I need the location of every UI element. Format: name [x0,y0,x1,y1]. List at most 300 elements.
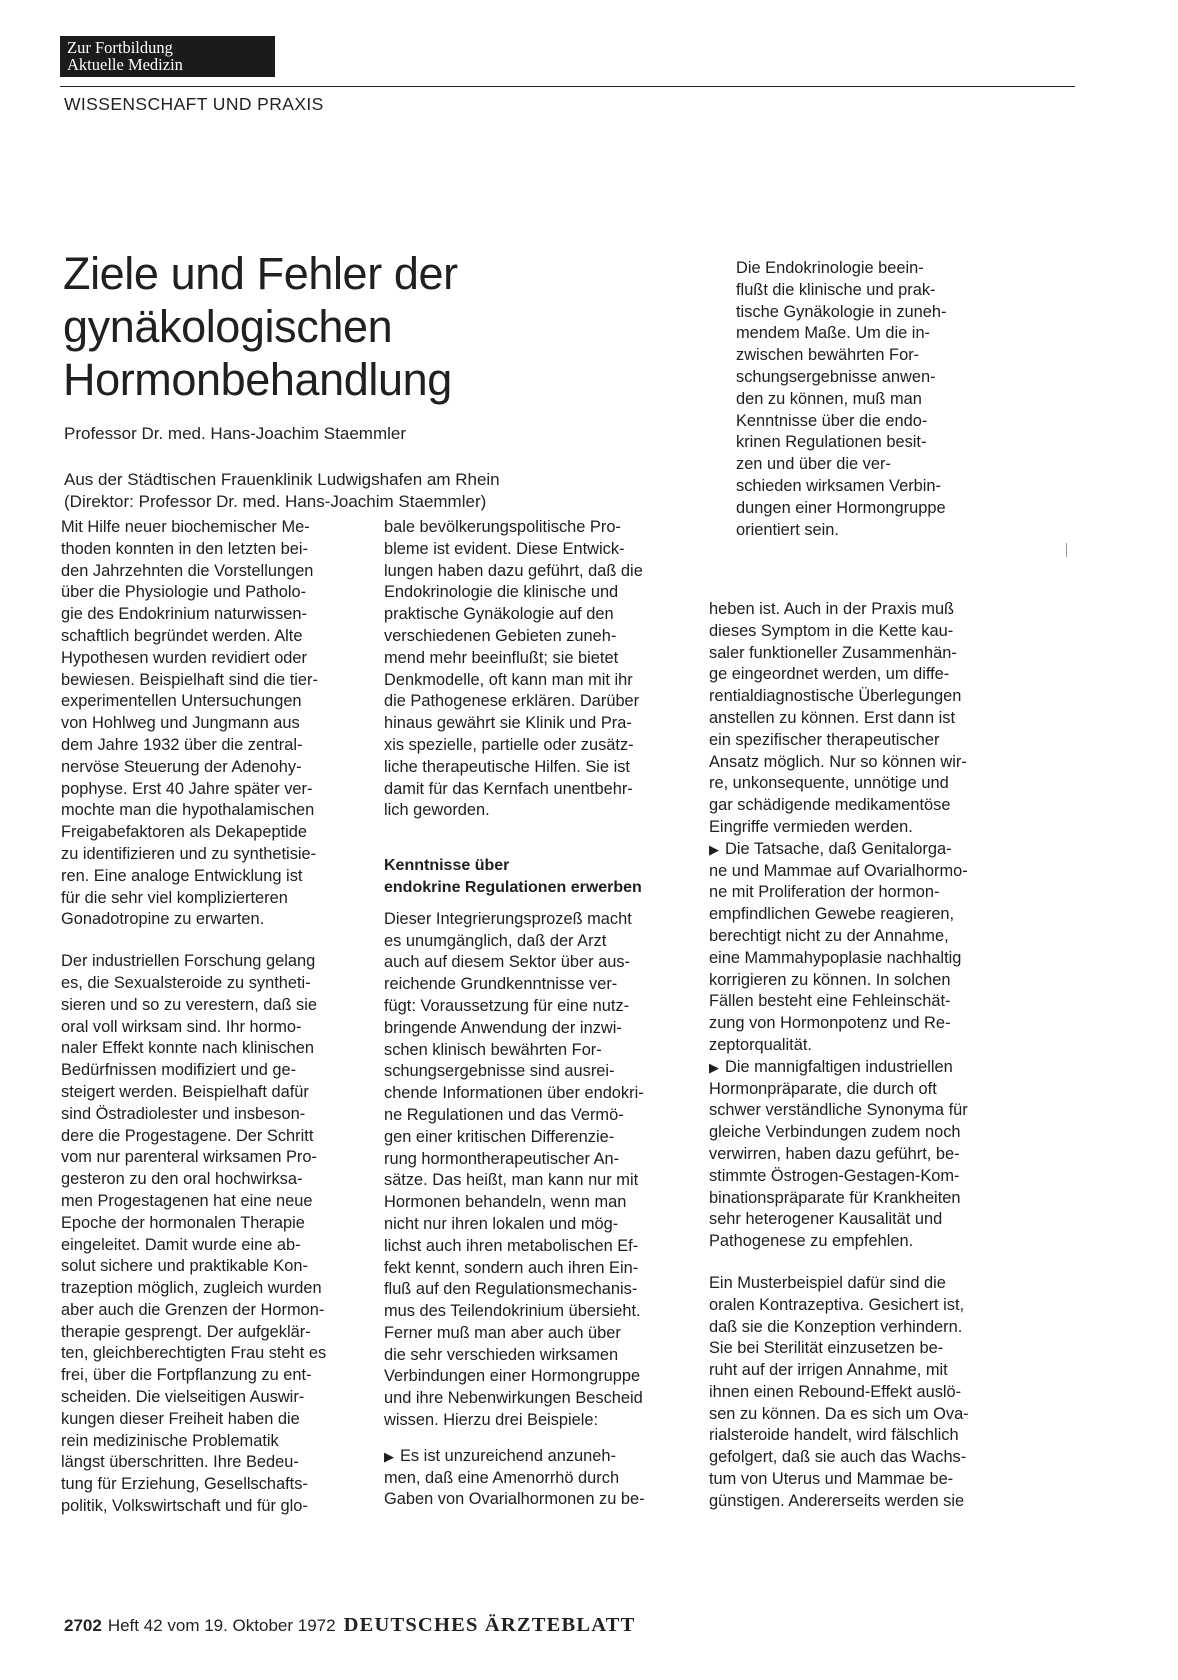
column-2 [384,517,645,1511]
column-1 [61,517,326,1518]
line-text: men, daß eine Amenorrhö durch [384,1468,620,1487]
line-text: steigert werden. Beispielhaft dafür [61,1082,309,1101]
body-line [384,713,645,735]
body-line [61,517,326,539]
body-line [384,1410,645,1432]
journal-name: DEUTSCHES ÄRZTEBLATT [343,1614,636,1636]
line-text: ruht auf der irrigen Annahme, mit [709,1361,948,1380]
body-line [61,779,326,801]
body-line [709,1188,969,1210]
line-text: anstellen zu können. Erst dann ist [709,708,956,727]
line-text: eingeleitet. Damit wurde eine ab- [61,1235,301,1254]
body-line [61,951,326,973]
abstract-line [736,302,946,324]
line-text: mendem Maße. Um die in- [736,324,931,343]
body-line [384,1323,645,1345]
line-text: ein spezifischer therapeutischer [709,730,940,749]
line-text: daß sie die Konzeption verhindern. [709,1317,963,1336]
line-text: lichst auch ihren metabolischen Ef- [384,1236,639,1255]
body-line [61,1235,326,1257]
line-text: rentialdiagnostische Überlegungen [709,687,962,706]
line-text: sind Östradiolester und insbeson- [61,1104,306,1123]
line-text: schwer verständliche Synonyma für [709,1101,968,1120]
line-text: politik, Volkswirtschaft und für glo- [61,1497,308,1516]
abstract-line [736,432,946,454]
line-text: rung hormontherapeutischer An- [384,1149,620,1168]
line-text: die sehr verschieden wirksamen [384,1345,619,1364]
line-text: schungsergebnisse anwen- [736,367,936,386]
body-line [384,1214,645,1236]
line-text: stimmte Östrogen-Gestagen-Kom- [709,1166,960,1185]
body-line [61,1256,326,1278]
paragraph-gap [384,822,645,855]
line-text: Die mannigfaltigen industriellen [725,1057,953,1076]
line-text: für die sehr viel komplizierteren [61,888,288,907]
body-line [709,839,969,861]
body-line [384,800,645,822]
body-line [61,539,326,561]
body-line [709,817,969,839]
line-text: Die Tatsache, daß Genitalorga- [725,839,952,858]
body-line [709,621,969,643]
body-line [709,991,969,1013]
bullet-triangle-icon: ▶ [384,1448,394,1464]
body-line [709,795,969,817]
abstract-line [736,498,946,520]
line-text: Pathogenese zu empfehlen. [709,1232,914,1251]
body-line [61,1300,326,1322]
line-text: mus des Teilendokrinium übersieht. [384,1302,641,1321]
body-line [384,648,645,670]
line-text: Ein Musterbeispiel dafür sind die [709,1273,946,1292]
body-line [709,882,969,904]
line-text: bringende Anwendung der inzwi- [384,1018,622,1037]
line-text: mend mehr beeinflußt; sie bietet [384,648,619,667]
line-text: lich geworden. [384,801,490,820]
line-text: re, unkonsequente, unnötige und [709,774,949,793]
line-text: mochte man die hypothalamischen [61,801,315,820]
abstract [736,258,946,541]
line-text: pophyse. Erst 40 Jahre später ver- [61,779,313,798]
body-line [709,730,969,752]
line-text: lungen haben dazu geführt, daß die [384,561,643,580]
line-text: endokrine Regulationen erwerben [384,878,642,896]
body-line [709,752,969,774]
body-line [384,1127,645,1149]
paragraph-gap [61,931,326,951]
body-line [709,643,969,665]
line-text: verschiedenen Gebieten zuneh- [384,626,617,645]
margin-tick [1066,543,1067,557]
body-line [61,1474,326,1496]
line-text: gar schädigende medikamentöse [709,796,951,815]
line-text: fluß auf den Regulationsmechanis- [384,1280,638,1299]
page-footer [64,1614,636,1637]
paragraph-gap [384,1432,645,1446]
body-line [709,1295,969,1317]
body-line [709,1100,969,1122]
body-line [709,1469,969,1491]
line-text: schen klinisch bewährten For- [384,1040,602,1059]
body-line [709,1404,969,1426]
line-text: Ansatz möglich. Nur so können wir- [709,752,967,771]
header-rule [60,86,1075,87]
rubric-line-2: Aktuelle Medizin [67,55,183,74]
line-text: xis spezielle, partielle oder zusätz- [384,735,634,754]
line-text: saler funktioneller Zusammenhän- [709,643,957,662]
line-text: heben ist. Auch in der Praxis muß [709,600,955,618]
line-text: rialsteroide handelt, wird fälschlich [709,1426,959,1445]
body-line [709,1079,969,1101]
page-number: 2702 [64,1616,102,1635]
line-text: praktische Gynäkologie auf den [384,605,614,624]
line-text: schaftlich begründet werden. Alte [61,626,303,645]
body-line [384,1149,645,1171]
line-text: Gaben von Ovarialhormonen zu be- [384,1490,645,1509]
body-line [384,1040,645,1062]
abstract-line [736,520,946,542]
line-text: dere die Progestagene. Der Schritt [61,1126,314,1145]
body-line [61,648,326,670]
body-line [384,1468,645,1490]
line-text: liche therapeutische Hilfen. Sie ist [384,757,630,776]
line-text: naler Effekt konnte nach klinischen [61,1039,314,1058]
line-text: bleme ist evident. Diese Entwick- [384,539,625,558]
abstract-line [736,280,946,302]
title-line: gynäkologischen [63,301,393,352]
line-text: von Hohlweg und Jungmann aus [61,714,300,733]
line-text: fekt kennt, sondern auch ihren Ein- [384,1258,639,1277]
line-text: eine Mammahypoplasie nachhaltig [709,948,962,967]
line-text: es unumgänglich, daß der Arzt [384,931,607,950]
line-text: sen zu können. Da es sich um Ova- [709,1404,969,1423]
bullet-triangle-icon: ▶ [709,1059,719,1075]
line-text: gleiche Verbindungen zudem noch [709,1123,961,1142]
line-text: den zu können, muß man [736,389,922,408]
line-text: schungsergebnisse sind ausrei- [384,1062,615,1081]
body-line [384,517,645,539]
body-line [384,1446,645,1468]
subheading-line [384,877,645,899]
body-line [709,926,969,948]
line-text: korrigieren zu können. In solchen [709,970,951,989]
body-line [61,691,326,713]
body-line [709,970,969,992]
line-text: rein medizinische Problematik [61,1431,279,1450]
body-line [384,974,645,996]
body-line [709,1231,969,1253]
line-text: Hormonen behandeln, wenn man [384,1193,627,1212]
body-line [384,1366,645,1388]
body-line [61,800,326,822]
body-line [61,1452,326,1474]
body-line [61,1343,326,1365]
body-line [709,1447,969,1469]
body-line [709,1317,969,1339]
body-line [61,1431,326,1453]
line-text: schieden wirksamen Verbin- [736,476,941,495]
line-text: dungen einer Hormongruppe [736,498,946,517]
abstract-line [736,454,946,476]
line-text: gefolgert, daß sie auch das Wachs- [709,1448,967,1467]
line-text: bale bevölkerungspolitische Pro- [384,518,621,536]
body-line [61,713,326,735]
body-line [61,1496,326,1518]
body-line [384,582,645,604]
line-text: ten, gleichberechtigten Frau steht es [61,1344,327,1363]
affiliation-line: (Direktor: Professor Dr. med. Hans-Joachim Staemmler) [64,492,487,511]
line-text: aber auch die Grenzen der Hormon- [61,1300,325,1319]
body-line [709,1122,969,1144]
line-text: frei, über die Fortpflanzung zu ent- [61,1366,312,1385]
line-text: oralen Kontrazeptiva. Gesichert ist, [709,1295,965,1314]
line-text: auch auf diesem Sektor über aus- [384,953,630,972]
line-text: ihnen einen Rebound-Effekt auslö- [709,1382,962,1401]
line-text: ne und Mammae auf Ovarialhormo- [709,861,968,880]
body-line [384,1258,645,1280]
rubric-box [60,36,275,77]
body-line [709,773,969,795]
body-line [384,604,645,626]
body-line [61,757,326,779]
body-line [709,708,969,730]
body-line [709,904,969,926]
line-text: damit für das Kernfach unentbehr- [384,779,633,798]
line-text: ne mit Proliferation der hormon- [709,883,940,902]
line-text: nervöse Steuerung der Adenohy- [61,757,302,776]
body-line [709,1382,969,1404]
body-line [61,735,326,757]
line-text: flußt die klinische und prak- [736,280,936,299]
line-text: reichende Grundkenntnisse ver- [384,975,618,994]
line-text: Verbindungen einer Hormongruppe [384,1367,641,1386]
body-line [61,670,326,692]
body-line [61,626,326,648]
abstract-line [736,258,946,280]
line-text: Gonadotropine zu erwarten. [61,910,265,929]
line-text: und ihre Nebenwirkungen Bescheid [384,1389,643,1408]
body-line [384,561,645,583]
body-line [61,561,326,583]
line-text: zwischen bewährten For- [736,346,920,365]
paragraph-gap [709,1253,969,1273]
line-text: Freigabefaktoren als Dekapeptide [61,823,308,842]
body-line [709,948,969,970]
body-line [61,1060,326,1082]
line-text: berechtigt nicht zu der Annahme, [709,926,949,945]
abstract-line [736,345,946,367]
line-text: nicht nur ihren lokalen und mög- [384,1214,619,1233]
body-line [384,1236,645,1258]
abstract-line [736,411,946,433]
line-text: bewiesen. Beispielhaft sind die tier- [61,670,318,689]
body-line [709,861,969,883]
line-text: gen einer kritischen Differenzie- [384,1127,615,1146]
line-text: Bedürfnissen modifiziert und ge- [61,1061,297,1080]
line-text: ne Regulationen und das Vermö- [384,1105,624,1124]
line-text: fügt: Voraussetzung für eine nutz- [384,996,630,1015]
line-text: therapie gesprengt. Der aufgeklär- [61,1322,311,1341]
line-text: Der industriellen Forschung gelang [61,952,316,971]
line-text: den Jahrzehnten die Vorstellungen [61,561,314,580]
line-text: dem Jahre 1932 über die zentral- [61,735,303,754]
line-text: thoden konnten in den letzten bei- [61,539,308,558]
affiliation [64,469,500,513]
line-text: tum von Uterus und Mammae be- [709,1470,954,1489]
line-text: längst überschritten. Ihre Bedeu- [61,1453,299,1472]
body-line [384,1083,645,1105]
body-line [709,1035,969,1057]
line-text: Kenntnisse über die endo- [736,411,928,430]
body-line [61,1017,326,1039]
line-text: zung von Hormonpotenz und Re- [709,1014,951,1033]
line-text: Hypothesen wurden revidiert oder [61,648,307,667]
line-text: Fällen besteht eine Fehleinschät- [709,992,951,1011]
author: Professor Dr. med. Hans-Joachim Staemmler [64,424,406,443]
body-line [709,1273,969,1295]
body-line [709,1057,969,1079]
abstract-line [736,323,946,345]
line-text: trazeption möglich, zugleich wurden [61,1279,322,1298]
body-line [61,1387,326,1409]
body-line [61,1126,326,1148]
body-line [61,604,326,626]
line-text: gesteron zu den oral hochwirksa- [61,1170,303,1189]
abstract-line [736,389,946,411]
line-text: Es ist unzureichend anzuneh- [400,1446,616,1465]
rubric-line-1: Zur Fortbildung [67,38,173,57]
line-text: Denkmodelle, oft kann man mit ihr [384,670,633,689]
line-text: zu identifizieren und zu synthetisie- [61,844,317,863]
body-line [384,670,645,692]
line-text: Sie bei Sterilität einzusetzen be- [709,1339,944,1358]
line-text: günstigen. Andererseits werden sie [709,1491,965,1510]
body-line [384,909,645,931]
body-line [61,1322,326,1344]
body-line [384,626,645,648]
paragraph-gap [384,899,645,909]
body-line [709,686,969,708]
bullet-triangle-icon: ▶ [709,841,719,857]
line-text: zen und über die ver- [736,455,891,474]
body-line [61,995,326,1017]
body-line [384,1489,645,1511]
body-line [709,1013,969,1035]
body-line [61,909,326,931]
title-line: Hormonbehandlung [63,354,452,405]
body-line [709,599,969,621]
body-line [384,931,645,953]
line-text: krinen Regulationen besit- [736,433,927,452]
line-text: tung für Erziehung, Gesellschafts- [61,1475,308,1494]
body-line [384,996,645,1018]
title-line: Ziele und Fehler der [63,248,458,299]
body-line [61,1147,326,1169]
line-text: über die Physiologie und Patholo- [61,583,307,602]
body-line [384,1105,645,1127]
affiliation-line: Aus der Städtischen Frauenklinik Ludwigshafen am Rhein [64,470,500,489]
line-text: ren. Eine analoge Entwicklung ist [61,866,303,885]
line-text: Die Endokrinologie beein- [736,259,924,277]
body-line [61,822,326,844]
line-text: Epoche der hormonalen Therapie [61,1213,305,1232]
line-text: oral voll wirksam sind. Ihr hormo- [61,1017,302,1036]
line-text: kungen dieser Freiheit haben die [61,1409,300,1428]
line-text: chende Informationen über endokri- [384,1084,644,1103]
line-text: Ferner muß man aber auch über [384,1323,621,1342]
line-text: vom nur parenteral wirksamen Pro- [61,1148,317,1167]
line-text: men Progestagenen hat eine neue [61,1191,313,1210]
line-text: sehr heterogener Kausalität und [709,1210,943,1229]
line-text: Hormonpräparate, die durch oft [709,1079,937,1098]
line-text: die Pathogenese erklären. Darüber [384,692,640,711]
issue-info: Heft 42 vom 19. Oktober 1972 [107,1616,336,1635]
body-line [61,582,326,604]
line-text: es, die Sexualsteroide zu syntheti- [61,973,311,992]
body-line [61,973,326,995]
body-line [61,1104,326,1126]
body-line [384,735,645,757]
section-label: WISSENSCHAFT UND PRAXIS [64,94,324,114]
body-line [709,1425,969,1447]
article-title [63,247,703,406]
line-text: verwirren, haben dazu geführt, be- [709,1144,960,1163]
body-line [61,1191,326,1213]
body-line [384,1345,645,1367]
column-3 [709,599,969,1513]
body-line [709,1491,969,1513]
body-line [384,952,645,974]
body-line [61,1038,326,1060]
line-text: empfindlichen Gewebe reagieren, [709,905,955,924]
body-line [384,757,645,779]
body-line [709,1166,969,1188]
body-line [384,779,645,801]
line-text: orientiert sein. [736,520,839,539]
line-text: Dieser Integrierungsprozeß macht [384,909,632,928]
body-line [61,888,326,910]
body-line [384,1018,645,1040]
line-text: hinaus gewährt sie Klinik und Pra- [384,714,632,733]
line-text: sieren und so zu verestern, daß sie [61,995,318,1014]
body-line [61,844,326,866]
line-text: sätze. Das heißt, man kann nur mit [384,1171,639,1190]
line-text: binationspräparate für Krankheiten [709,1188,961,1207]
body-line [709,1144,969,1166]
body-line [709,1338,969,1360]
body-line [384,1061,645,1083]
body-line [61,1169,326,1191]
line-text: wissen. Hierzu drei Beispiele: [384,1411,599,1430]
body-line [61,1213,326,1235]
line-text: ge eingeordnet werden, um diffe- [709,665,950,684]
body-line [709,664,969,686]
line-text: solut sichere und praktikable Kon- [61,1257,308,1276]
line-text: Kenntnisse über [384,857,510,875]
line-text: zeptorqualität. [709,1035,812,1054]
body-line [384,539,645,561]
line-text: Eingriffe vermieden werden. [709,817,913,836]
line-text: Mit Hilfe neuer biochemischer Me- [61,518,310,536]
body-line [384,1170,645,1192]
body-line [384,691,645,713]
line-text: dieses Symptom in die Kette kau- [709,621,954,640]
body-line [61,1365,326,1387]
line-text: Endokrinologie die klinische und [384,583,619,602]
line-text: tische Gynäkologie in zuneh- [736,302,947,321]
body-line [61,866,326,888]
body-line [61,1082,326,1104]
